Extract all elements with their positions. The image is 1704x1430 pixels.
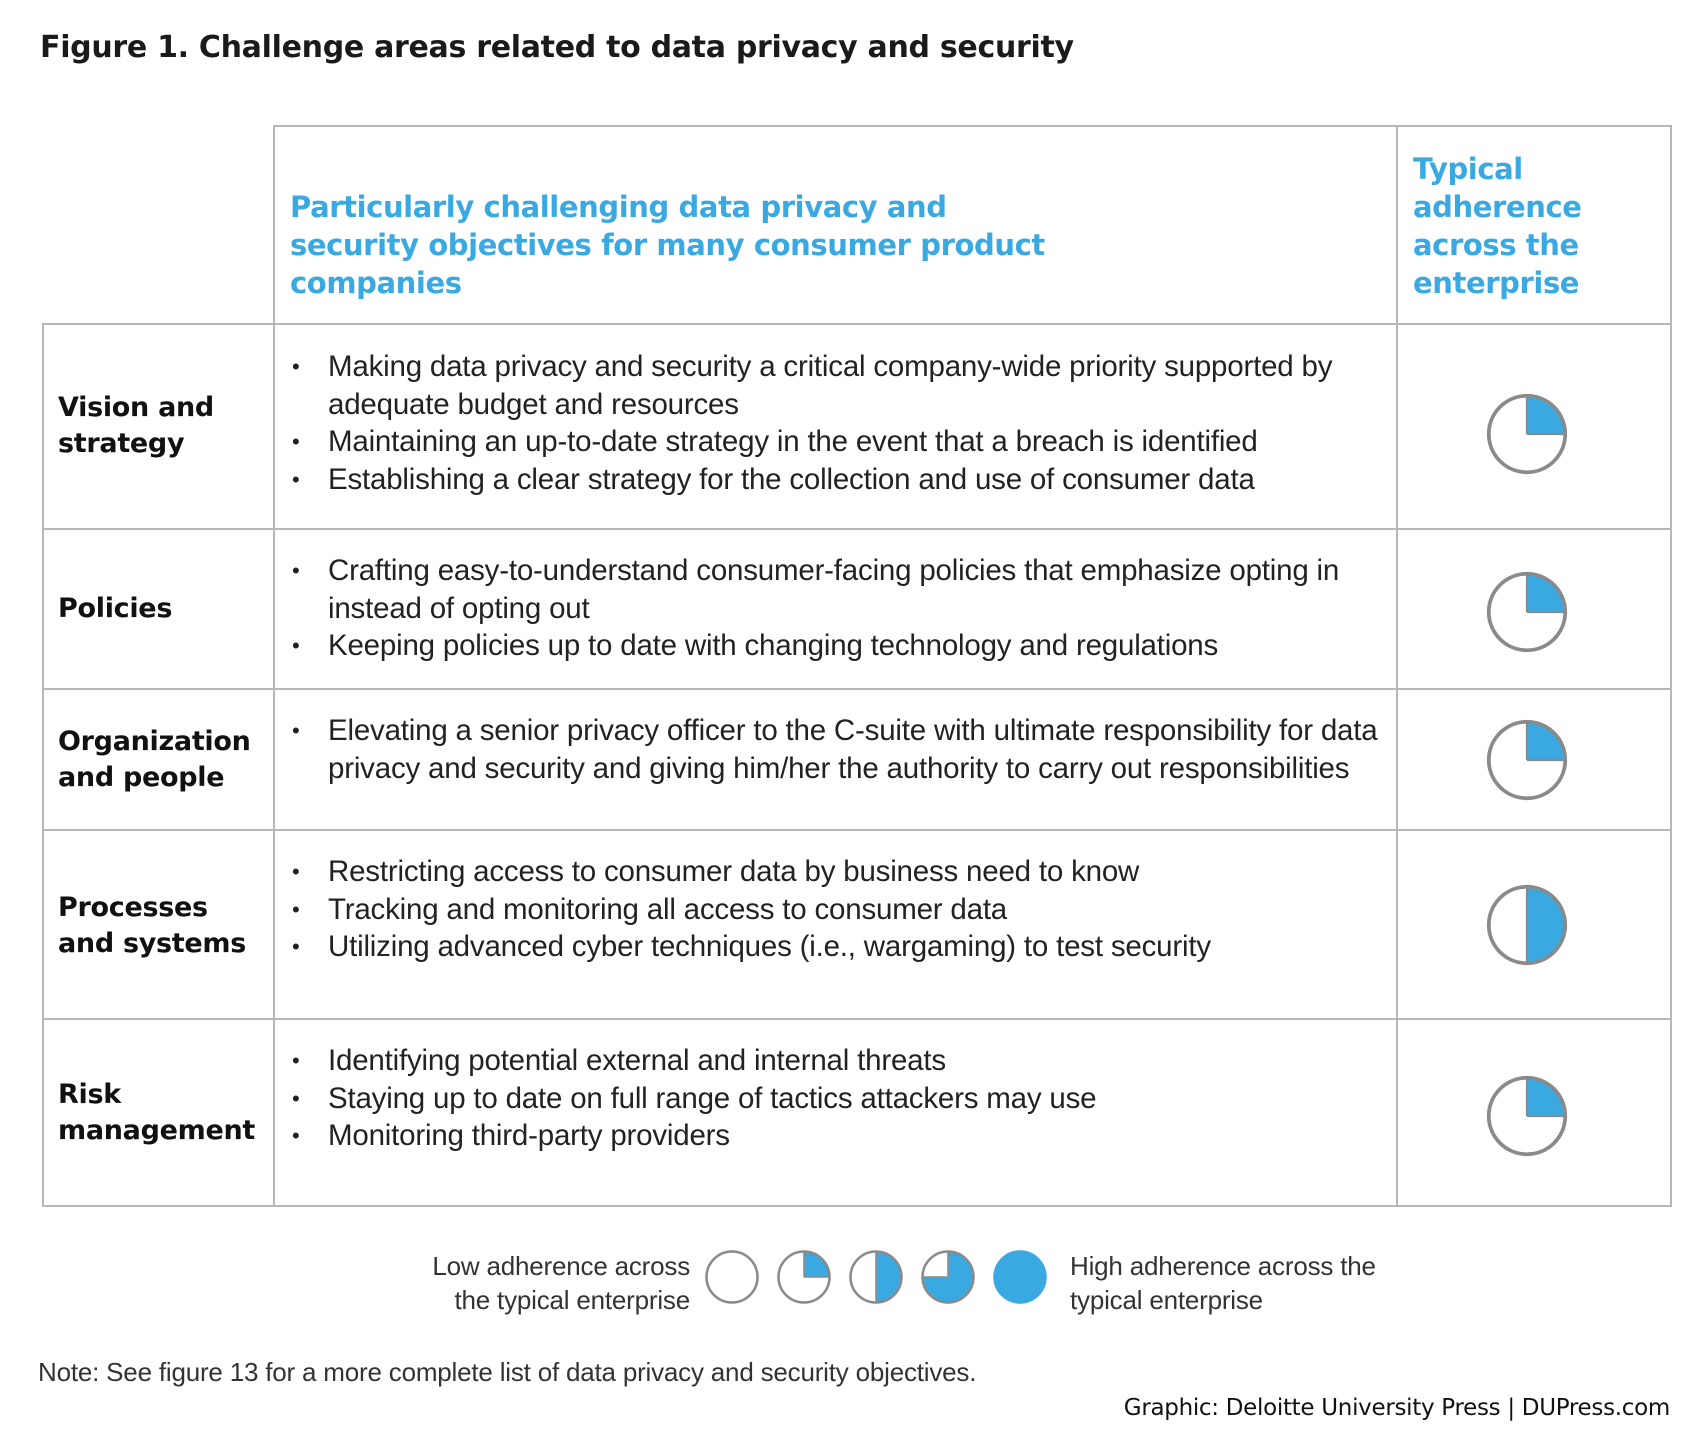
bullets-vision-strategy [280, 348, 1385, 498]
grid-line-row5 [42, 1018, 1672, 1020]
list-item: • Identifying potential external and internal threats [280, 1042, 1385, 1080]
adherence-header: Typical adherence across the enterprise [1413, 152, 1582, 300]
legend-indicator [920, 1249, 976, 1305]
list-item: • Utilizing advanced cyber techniques (i.e., wargaming) to test security [280, 928, 1385, 966]
row-label-organization-people: Organization and people [58, 726, 251, 793]
row-label-risk-management: Risk management [58, 1079, 256, 1146]
bullets-processes-systems [280, 853, 1385, 966]
objectives-header: Particularly challenging data privacy and security objectives for many consumer product companies [290, 190, 1045, 300]
legend-indicator [704, 1249, 760, 1305]
bullets-policies [280, 552, 1385, 665]
adherence-indicator [1485, 1074, 1569, 1158]
list-item: • Monitoring third-party providers [280, 1117, 1385, 1155]
grid-line-left [42, 323, 44, 1207]
adherence-indicator [1485, 570, 1569, 654]
grid-line-bottom [42, 1205, 1672, 1207]
list-item: • Crafting easy-to-understand consumer-facing policies that emphasize opting in instead of opting out [280, 552, 1385, 627]
harvey-ball-fill [876, 1252, 901, 1303]
grid-line-row2 [42, 528, 1672, 530]
bullets-organization-people [280, 712, 1390, 787]
legend-low-label: Low adherence across the typical enterprise [432, 1251, 690, 1315]
grid-line-col1 [273, 125, 275, 1207]
legend-indicator [776, 1249, 832, 1305]
list-item: • Maintaining an up-to-date strategy in the event that a breach is identified [280, 423, 1385, 461]
grid-line-right [1670, 125, 1672, 1207]
list-item: • Making data privacy and security a critical company-wide priority supported by adequate budget and resources [280, 348, 1385, 423]
figure-credit: Graphic: Deloitte University Press | DUPress.com [1123, 1395, 1670, 1421]
legend-high-label: High adherence across the typical enterprise [1070, 1251, 1376, 1315]
list-item: • Staying up to date on full range of tactics attackers may use [280, 1080, 1385, 1118]
adherence-indicator [1485, 718, 1569, 802]
grid-line-row1 [42, 323, 1672, 325]
list-item: • Establishing a clear strategy for the collection and use of consumer data [280, 461, 1385, 499]
legend-indicator [848, 1249, 904, 1305]
row-label-processes-systems: Processes and systems [58, 892, 247, 959]
grid-line-row4 [42, 829, 1672, 831]
list-item: • Restricting access to consumer data by business need to know [280, 853, 1385, 891]
legend-indicator [992, 1249, 1048, 1305]
list-item: • Tracking and monitoring all access to consumer data [280, 891, 1385, 929]
bullets-risk-management [280, 1042, 1385, 1155]
figure-title: Figure 1. Challenge areas related to data privacy and security [40, 30, 1074, 65]
figure-note: Note: See figure 13 for a more complete list of data privacy and security objectives. [38, 1357, 977, 1387]
adherence-indicator [1485, 883, 1569, 967]
row-label-vision-strategy: Vision and strategy [58, 392, 214, 459]
grid-line-top [273, 125, 1672, 127]
list-item: • Elevating a senior privacy officer to the C-suite with ultimate responsibility for data privacy and security and giving him/her the authority to carry out responsibilities [280, 712, 1390, 787]
grid-line-col2 [1396, 125, 1398, 1207]
grid-line-row3 [42, 688, 1672, 690]
row-label-policies: Policies [58, 593, 173, 624]
adherence-indicator [1485, 392, 1569, 476]
list-item: • Keeping policies up to date with changing technology and regulations [280, 627, 1385, 665]
harvey-ball-fill [1527, 887, 1565, 963]
